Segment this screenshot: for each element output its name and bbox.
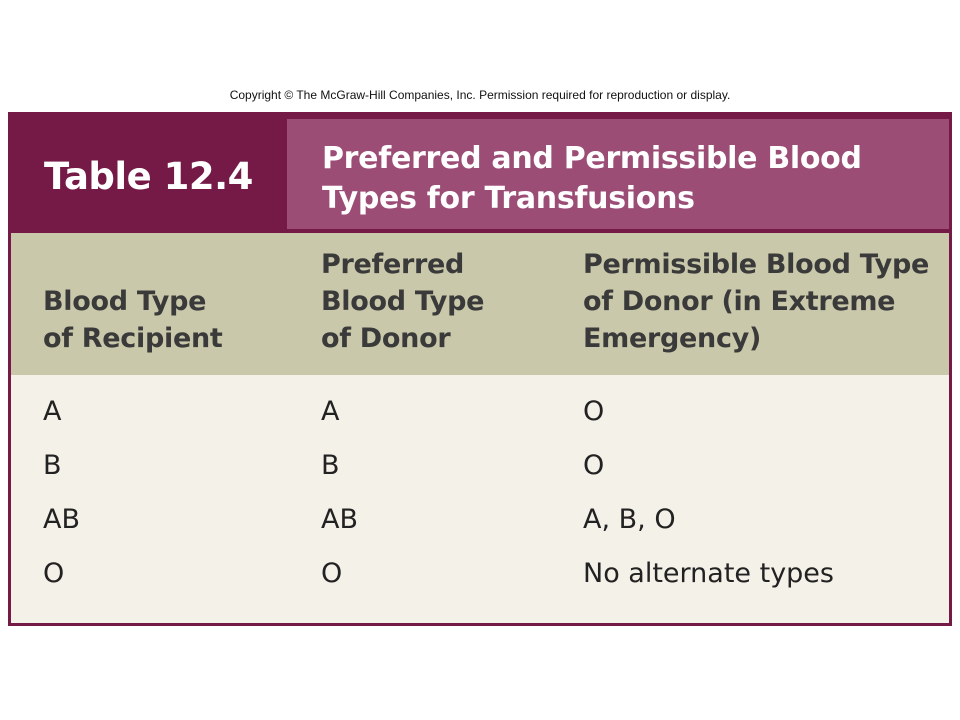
table-caption-line: Types for Transfusions: [322, 181, 695, 216]
column-header-preferred-donor: [321, 246, 571, 357]
blood-type-table: [8, 112, 952, 626]
column-header-permissible-donor: [583, 246, 943, 357]
table-body: [11, 375, 949, 623]
preferred-donor-cell: B: [321, 450, 340, 481]
preferred-donor-cell: O: [321, 558, 343, 589]
recipient-cell: B: [43, 450, 62, 481]
permissible-donor-cell: No alternate types: [583, 558, 834, 589]
table-row: [11, 493, 949, 547]
table-row: [11, 547, 949, 601]
column-header-line: Blood Type: [321, 286, 485, 317]
preferred-donor-cell: AB: [321, 504, 358, 535]
recipient-cell: O: [43, 558, 65, 589]
permissible-donor-cell: O: [583, 450, 605, 481]
copyright-notice: Copyright © The McGraw-Hill Companies, Inc. Permission required for reproduction or display.: [229, 88, 731, 102]
column-header-line: of Donor (in Extreme: [583, 286, 896, 317]
column-header-line: of Donor: [321, 323, 451, 354]
column-header-line: of Recipient: [43, 323, 223, 354]
column-header-recipient: [43, 283, 293, 357]
column-header-line: Preferred: [321, 249, 465, 280]
table-header-row: [11, 233, 949, 375]
table-title-panel: [287, 119, 949, 229]
table-title-bar: [11, 115, 949, 233]
recipient-cell: A: [43, 396, 62, 427]
column-header-line: Blood Type: [43, 286, 207, 317]
table-caption: [322, 139, 922, 219]
table-row: [11, 385, 949, 439]
column-header-line: Emergency): [583, 323, 762, 354]
table-number: Table 12.4: [44, 155, 253, 198]
permissible-donor-cell: A, B, O: [583, 504, 676, 535]
column-header-line: Permissible Blood Type: [583, 249, 930, 280]
table-row: [11, 439, 949, 493]
recipient-cell: AB: [43, 504, 80, 535]
preferred-donor-cell: A: [321, 396, 340, 427]
table-caption-line: Preferred and Permissible Blood: [322, 141, 862, 176]
permissible-donor-cell: O: [583, 396, 605, 427]
